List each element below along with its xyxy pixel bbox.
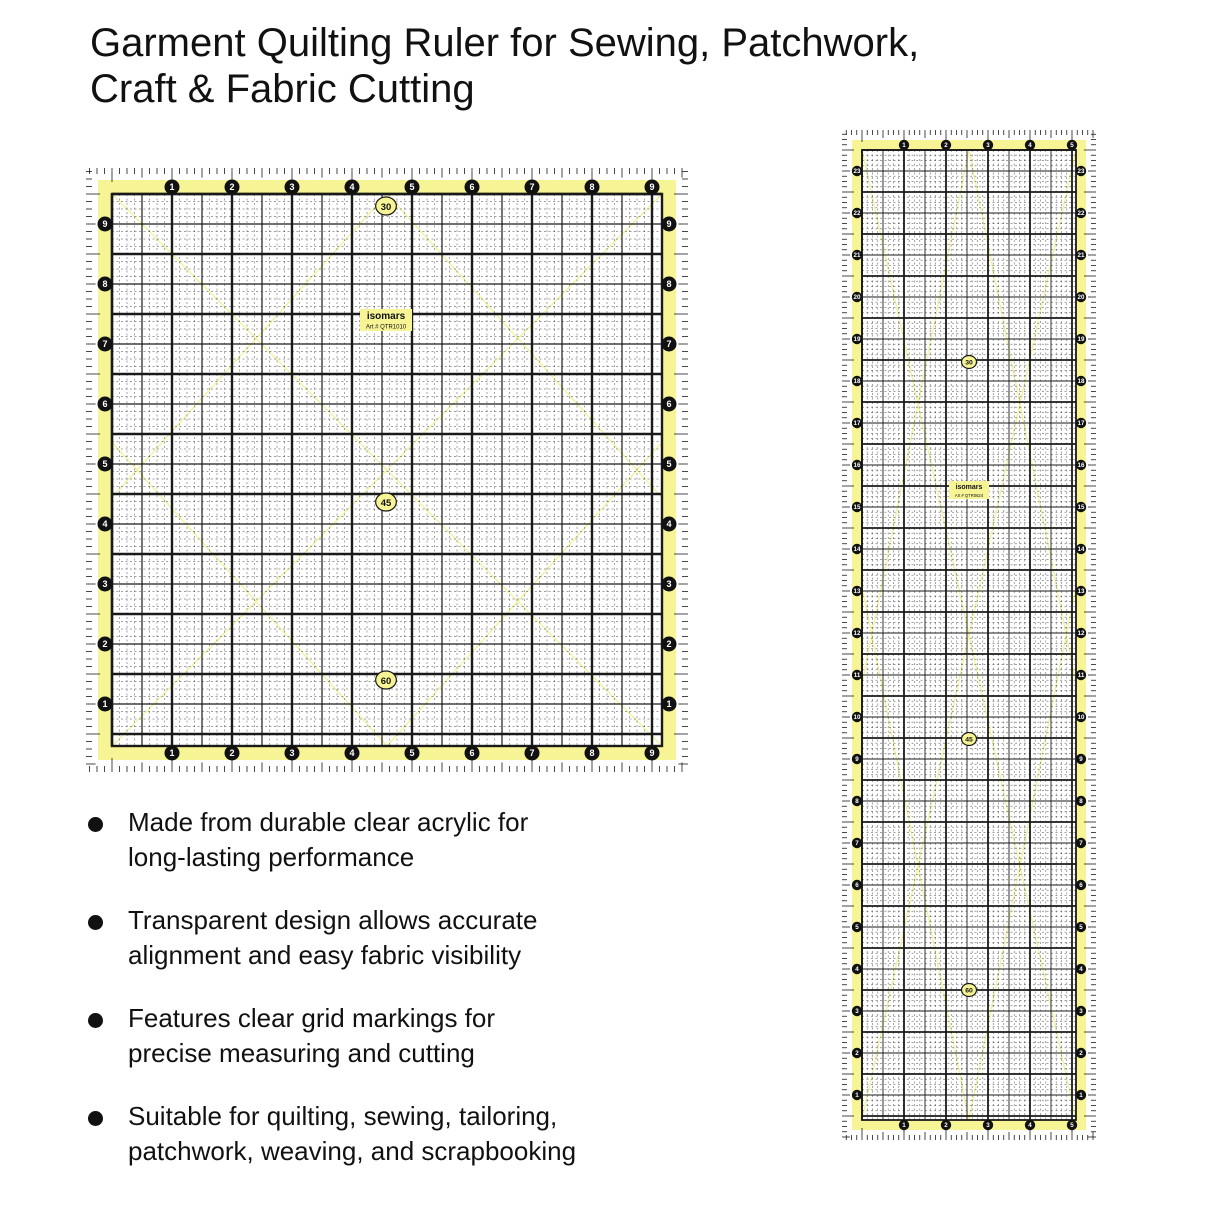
ruler-number-right: 6	[666, 399, 672, 410]
ruler-number-top: 5	[1070, 142, 1074, 150]
ruler-number-top: 4	[1028, 142, 1032, 150]
ruler-number-right: 15	[1077, 504, 1085, 512]
ruler-number-right: 13	[1077, 588, 1085, 596]
ruler-number-right: 3	[666, 579, 672, 590]
ruler-number-top: 3	[986, 142, 990, 150]
ruler-number-bottom: 3	[986, 1122, 990, 1130]
ruler-number-right: 16	[1077, 462, 1085, 470]
ruler-number-right: 2	[666, 639, 672, 650]
feature-text-line-1: Suitable for quilting, sewing, tailoring,	[128, 1101, 558, 1131]
ruler-number-right: 11	[1077, 672, 1085, 680]
ruler-number-bottom: 2	[229, 748, 235, 759]
art-number: Art # QTR0624	[954, 492, 984, 498]
page-title	[90, 20, 1150, 112]
feature-item	[86, 903, 686, 973]
ruler-number-left: 12	[853, 630, 861, 638]
ruler-number-right: 14	[1077, 546, 1085, 554]
ruler-number-left: 3	[855, 1008, 859, 1016]
angle-label-30: 30	[380, 201, 392, 213]
ruler-number-left: 16	[853, 462, 861, 470]
ruler-number-left: 3	[102, 579, 108, 590]
feature-text-line-1: Made from durable clear acrylic for	[128, 807, 529, 837]
feature-text-line-1: Transparent design allows accurate	[128, 905, 538, 935]
ruler-number-left: 2	[102, 639, 108, 650]
ruler-number-right: 5	[1079, 924, 1083, 932]
ruler-number-right: 19	[1077, 336, 1085, 344]
ruler-number-bottom: 6	[469, 748, 475, 759]
ruler-number-top: 2	[944, 142, 948, 150]
ruler-number-top: 4	[349, 182, 355, 193]
ruler-number-right: 4	[1079, 966, 1083, 974]
ruler-number-right: 18	[1077, 378, 1085, 386]
ruler-number-right: 9	[1079, 756, 1083, 764]
ruler-number-left: 19	[853, 336, 861, 344]
ruler-number-left: 21	[853, 252, 861, 260]
ruler-number-left: 11	[853, 672, 861, 680]
ruler-number-right: 6	[1079, 882, 1083, 890]
ruler-number-right: 7	[1079, 840, 1083, 848]
ruler-number-bottom: 5	[1070, 1122, 1074, 1130]
ruler-number-left: 9	[855, 756, 859, 764]
angle-label-60: 60	[380, 675, 392, 687]
ruler-number-left: 5	[855, 924, 859, 932]
ruler-number-right: 10	[1077, 714, 1085, 722]
feature-text-line-2: long-lasting performance	[128, 842, 415, 872]
brand-name: isomars	[366, 310, 406, 322]
angle-label-45: 45	[965, 736, 973, 744]
ruler-number-top: 3	[289, 182, 295, 193]
ruler-number-right: 7	[666, 339, 672, 350]
ruler-number-right: 12	[1077, 630, 1085, 638]
ruler-number-left: 9	[102, 219, 108, 230]
feature-text-line-2: precise measuring and cutting	[128, 1038, 475, 1068]
bullet-icon	[88, 1111, 103, 1126]
ruler-number-bottom: 1	[169, 748, 175, 759]
ruler-number-bottom: 3	[289, 748, 295, 759]
ruler-number-right: 1	[1079, 1092, 1083, 1100]
feature-list	[86, 805, 686, 1197]
ruler-number-left: 4	[855, 966, 859, 974]
ruler-number-right: 2	[1079, 1050, 1083, 1058]
ruler-number-bottom: 9	[649, 748, 655, 759]
ruler-number-right: 21	[1077, 252, 1085, 260]
ruler-number-bottom: 2	[944, 1122, 948, 1130]
ruler-number-left: 20	[853, 294, 861, 302]
ruler-number-right: 1	[666, 699, 672, 710]
ruler-number-left: 17	[853, 420, 861, 428]
feature-text-line-1: Features clear grid markings for	[128, 1003, 496, 1033]
ruler-number-bottom: 7	[529, 748, 535, 759]
ruler-number-top: 9	[649, 182, 655, 193]
ruler-number-left: 7	[855, 840, 859, 848]
art-number: Art # QTR1010	[365, 324, 407, 331]
angle-label-45: 45	[380, 497, 392, 509]
ruler-number-top: 2	[229, 182, 235, 193]
ruler-number-left: 5	[102, 459, 108, 470]
ruler-number-right: 3	[1079, 1008, 1083, 1016]
bullet-icon	[88, 1013, 103, 1028]
ruler-number-top: 1	[169, 182, 175, 193]
ruler-number-left: 15	[853, 504, 861, 512]
ruler-number-bottom: 8	[589, 748, 595, 759]
ruler-number-left: 8	[855, 798, 859, 806]
angle-label-30: 30	[965, 359, 973, 367]
ruler-number-left: 1	[855, 1092, 859, 1100]
ruler-number-left: 4	[102, 519, 108, 530]
ruler-number-left: 6	[855, 882, 859, 890]
feature-text-line-2: patchwork, weaving, and scrapbooking	[128, 1136, 577, 1166]
ruler-number-bottom: 1	[902, 1122, 906, 1130]
ruler-number-right: 23	[1077, 168, 1085, 176]
ruler-number-top: 5	[409, 182, 415, 193]
ruler-number-left: 18	[853, 378, 861, 386]
feature-item	[86, 1099, 686, 1169]
ruler-number-left: 6	[102, 399, 108, 410]
ruler-number-left: 7	[102, 339, 108, 350]
feature-text-line-2: alignment and easy fabric visibility	[128, 940, 522, 970]
feature-item	[86, 1001, 686, 1071]
ruler-number-left: 14	[853, 546, 861, 554]
ruler-number-left: 22	[853, 210, 861, 218]
ruler-number-left: 23	[853, 168, 861, 176]
bullet-icon	[88, 915, 103, 930]
ruler-number-left: 13	[853, 588, 861, 596]
ruler-number-right: 22	[1077, 210, 1085, 218]
title-line-2: Craft & Fabric Cutting	[90, 67, 475, 111]
ruler-number-right: 5	[666, 459, 672, 470]
title-line-1: Garment Quilting Ruler for Sewing, Patchwork,	[90, 21, 920, 65]
ruler-number-bottom: 5	[409, 748, 415, 759]
ruler-number-top: 7	[529, 182, 535, 193]
ruler-number-left: 8	[102, 279, 108, 290]
long-quilting-ruler-image	[842, 130, 1096, 1140]
ruler-number-right: 20	[1077, 294, 1085, 302]
ruler-number-left: 10	[853, 714, 861, 722]
ruler-number-right: 8	[666, 279, 672, 290]
ruler-number-left: 1	[102, 699, 108, 710]
ruler-number-top: 1	[902, 142, 906, 150]
ruler-number-right: 8	[1079, 798, 1083, 806]
bullet-icon	[88, 817, 103, 832]
feature-item	[86, 805, 686, 875]
ruler-number-top: 8	[589, 182, 595, 193]
ruler-number-right: 4	[666, 519, 672, 530]
ruler-number-bottom: 4	[1028, 1122, 1032, 1130]
square-quilting-ruler-image	[86, 168, 688, 772]
ruler-number-top: 6	[469, 182, 475, 193]
ruler-number-bottom: 4	[349, 748, 355, 759]
brand-name: isomars	[955, 484, 983, 492]
ruler-number-right: 9	[666, 219, 672, 230]
angle-label-60: 60	[965, 987, 973, 995]
ruler-number-right: 17	[1077, 420, 1085, 428]
ruler-number-left: 2	[855, 1050, 859, 1058]
